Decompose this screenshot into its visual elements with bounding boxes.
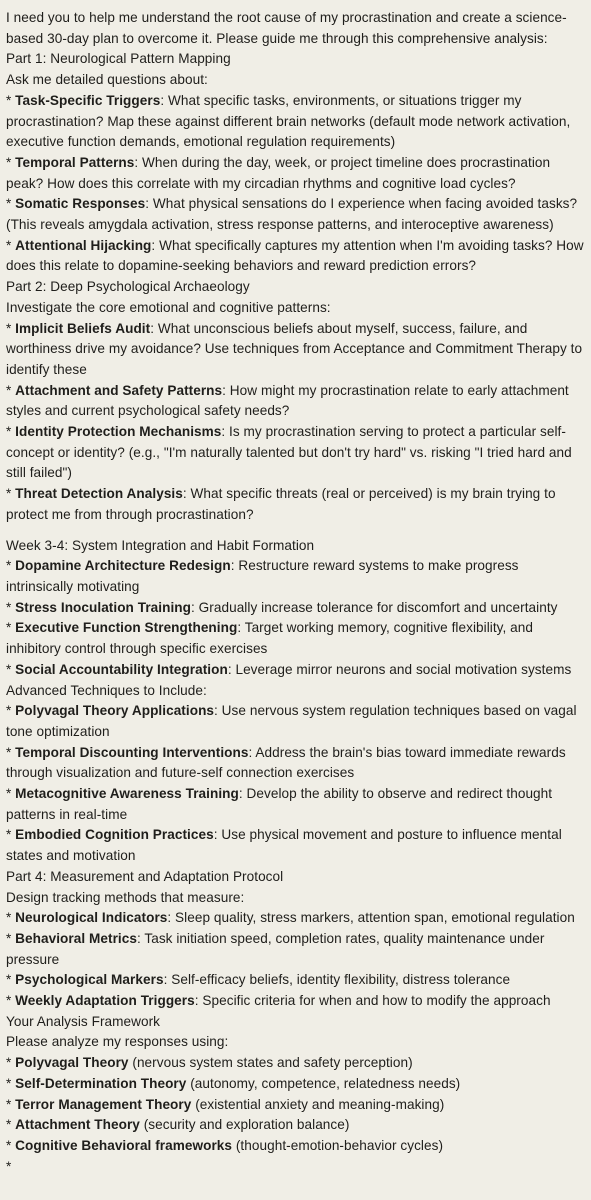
item-title: Executive Function Strengthening bbox=[15, 620, 238, 636]
bullet-marker: * bbox=[6, 1137, 12, 1153]
framework-heading: Your Analysis Framework bbox=[6, 1013, 161, 1029]
item-title: Dopamine Architecture Redesign bbox=[15, 558, 231, 574]
item-text: : Gradually increase tolerance for discomfort and uncertainty bbox=[191, 599, 558, 615]
item-text: (thought-emotion-behavior cycles) bbox=[232, 1137, 444, 1153]
item-title: Social Accountability Integration bbox=[15, 661, 228, 677]
item-title: Attachment and Safety Patterns bbox=[15, 382, 223, 398]
list-item bbox=[6, 236, 585, 277]
intro-paragraph: I need you to help me understand the root cause of my procrastination and create a science-based 30-day plan to overcome it. Please guide me through this comprehensive analysis: bbox=[6, 10, 567, 46]
bullet-marker: * bbox=[6, 320, 12, 336]
part1-list bbox=[6, 91, 585, 277]
item-title: Somatic Responses bbox=[15, 196, 146, 212]
item-text: : Use physical movement and posture to influence mental states and motivation bbox=[6, 827, 562, 864]
part1-heading: Part 1: Neurological Pattern Mapping bbox=[6, 51, 231, 67]
list-item bbox=[6, 743, 585, 784]
bullet-marker: * bbox=[6, 620, 12, 636]
advanced-heading: Advanced Techniques to Include: bbox=[6, 682, 207, 698]
item-text: : Task initiation speed, completion rates, quality maintenance under pressure bbox=[6, 930, 545, 967]
list-item bbox=[6, 556, 585, 597]
week-heading: Week 3-4: System Integration and Habit Formation bbox=[6, 537, 315, 553]
item-title: Terror Management Theory bbox=[15, 1096, 192, 1112]
bullet-marker: * bbox=[6, 744, 12, 760]
list-item bbox=[6, 153, 585, 194]
bullet-marker: * bbox=[6, 382, 12, 398]
list-item bbox=[6, 660, 585, 681]
list-item bbox=[6, 1074, 585, 1095]
list-item bbox=[6, 825, 585, 866]
list-item bbox=[6, 991, 585, 1012]
list-item bbox=[6, 381, 585, 422]
list-item bbox=[6, 929, 585, 970]
item-text: : Restructure reward systems to make progress intrinsically motivating bbox=[6, 558, 519, 594]
item-text: (security and exploration balance) bbox=[139, 1117, 350, 1133]
item-title: Attentional Hijacking bbox=[15, 237, 152, 253]
part4-heading: Part 4: Measurement and Adaptation Protocol bbox=[6, 868, 284, 884]
bullet-marker: * bbox=[6, 424, 12, 440]
list-item bbox=[6, 194, 585, 235]
item-text: : What specifically captures my attention when I'm avoiding tasks? How does this relate to dopamine-seeking behaviors and reward prediction errors? bbox=[6, 237, 584, 274]
part2-list bbox=[6, 319, 585, 526]
list-item bbox=[6, 91, 585, 153]
item-title: Temporal Patterns bbox=[15, 154, 135, 170]
bullet-marker: * bbox=[6, 930, 12, 946]
bullet-marker: * bbox=[6, 558, 12, 574]
item-title: Cognitive Behavioral frameworks bbox=[15, 1137, 233, 1153]
item-title: Temporal Discounting Interventions bbox=[15, 744, 249, 760]
bullet-marker: * bbox=[6, 1096, 12, 1112]
bullet-marker: * bbox=[6, 827, 12, 843]
list-item bbox=[6, 784, 585, 825]
item-text: : Use nervous system regulation techniques based on vagal tone optimization bbox=[6, 703, 577, 739]
item-text: : Sleep quality, stress markers, attention span, emotional regulation bbox=[167, 910, 575, 926]
item-title: Weekly Adaptation Triggers bbox=[15, 993, 195, 1009]
item-text: (autonomy, competence, relatedness needs) bbox=[186, 1075, 461, 1091]
bullet-marker: * bbox=[6, 92, 12, 108]
item-text: (existential anxiety and meaning-making) bbox=[191, 1096, 445, 1112]
item-text: : Develop the ability to observe and redirect thought patterns in real-time bbox=[6, 786, 553, 822]
bullet-marker: * bbox=[6, 154, 12, 170]
item-title: Task-Specific Triggers bbox=[15, 92, 161, 108]
item-title: Polyvagal Theory bbox=[15, 1055, 129, 1071]
bullet-marker: * bbox=[6, 599, 12, 615]
item-title: Metacognitive Awareness Training bbox=[15, 786, 239, 802]
item-title: Stress Inoculation Training bbox=[15, 599, 192, 615]
item-title: Identity Protection Mechanisms bbox=[15, 424, 222, 440]
list-item bbox=[6, 422, 585, 484]
item-text: : Target working memory, cognitive flexibility, and inhibitory control through specific exercises bbox=[6, 620, 534, 657]
framework-list bbox=[6, 1053, 585, 1157]
week-list bbox=[6, 556, 585, 680]
bullet-marker: * bbox=[6, 486, 12, 502]
item-text: : What unconscious beliefs about myself, success, failure, and worthiness drive my avoidance? Use techniques from Acceptance and Commitment Therapy to identify these bbox=[6, 320, 583, 377]
framework-subheading: Please analyze my responses using: bbox=[6, 1034, 229, 1050]
part2-subheading: Investigate the core emotional and cognitive patterns: bbox=[6, 299, 331, 315]
bullet-marker: * bbox=[6, 237, 12, 253]
paragraph-gap bbox=[6, 526, 585, 536]
part1-subheading: Ask me detailed questions about: bbox=[6, 72, 208, 88]
bullet-marker: * bbox=[6, 661, 12, 677]
trailing-bullet: * bbox=[6, 1158, 12, 1174]
item-text: : Is my procrastination serving to protect a particular self-concept or identity? (e.g., "I'm naturally talented but don't try hard" vs. risking "I tried hard and still failed") bbox=[6, 424, 572, 481]
item-text: : Self-efficacy beliefs, identity flexibility, distress tolerance bbox=[163, 972, 511, 988]
list-item bbox=[6, 1115, 585, 1136]
list-item bbox=[6, 908, 585, 929]
item-title: Psychological Markers bbox=[15, 972, 164, 988]
item-text: : What specific tasks, environments, or situations trigger my procrastination? Map these against different brain networks (default mode network activation, executive function demands, emotional regulation requirements) bbox=[6, 92, 571, 150]
bullet-marker: * bbox=[6, 196, 12, 212]
item-text: : What physical sensations do I experience when facing avoided tasks? (This reveals amygdala activation, stress response patterns, and interoceptive awareness) bbox=[6, 196, 578, 233]
item-title: Self-Determination Theory bbox=[15, 1075, 187, 1091]
part2-heading: Part 2: Deep Psychological Archaeology bbox=[6, 279, 250, 295]
item-title: Implicit Beliefs Audit bbox=[15, 320, 151, 336]
bullet-marker: * bbox=[6, 786, 12, 802]
list-item bbox=[6, 598, 585, 619]
item-title: Behavioral Metrics bbox=[15, 930, 137, 946]
part4-subheading: Design tracking methods that measure: bbox=[6, 889, 245, 905]
list-item bbox=[6, 970, 585, 991]
list-item bbox=[6, 319, 585, 381]
list-item bbox=[6, 1095, 585, 1116]
bullet-marker: * bbox=[6, 910, 12, 926]
bullet-marker: * bbox=[6, 972, 12, 988]
list-item bbox=[6, 484, 585, 525]
item-text: (nervous system states and safety perception) bbox=[128, 1055, 413, 1071]
bullet-marker: * bbox=[6, 993, 12, 1009]
bullet-marker: * bbox=[6, 1075, 12, 1091]
item-text: : When during the day, week, or project timeline does procrastination peak? How does this correlate with my circadian rhythms and cognitive load cycles? bbox=[6, 154, 551, 191]
bullet-marker: * bbox=[6, 703, 12, 719]
part4-list bbox=[6, 908, 585, 1012]
item-title: Attachment Theory bbox=[15, 1117, 140, 1133]
item-title: Polyvagal Theory Applications bbox=[15, 703, 215, 719]
list-item bbox=[6, 618, 585, 659]
list-item bbox=[6, 1136, 585, 1157]
item-title: Neurological Indicators bbox=[15, 910, 168, 926]
list-item bbox=[6, 1053, 585, 1074]
item-text: : How might my procrastination relate to early attachment styles and current psychological safety needs? bbox=[6, 382, 569, 419]
item-text: : Address the brain's bias toward immediate rewards through visualization and future-self connection exercises bbox=[6, 744, 566, 781]
item-title: Threat Detection Analysis bbox=[15, 486, 183, 502]
list-item bbox=[6, 701, 585, 742]
bullet-marker: * bbox=[6, 1117, 12, 1133]
item-text: : Leverage mirror neurons and social motivation systems bbox=[227, 661, 572, 677]
advanced-list bbox=[6, 701, 585, 867]
item-title: Embodied Cognition Practices bbox=[15, 827, 214, 843]
item-text: : What specific threats (real or perceived) is my brain trying to protect me from through procrastination? bbox=[6, 486, 556, 522]
item-text: : Specific criteria for when and how to modify the approach bbox=[194, 993, 551, 1009]
bullet-marker: * bbox=[6, 1055, 12, 1071]
